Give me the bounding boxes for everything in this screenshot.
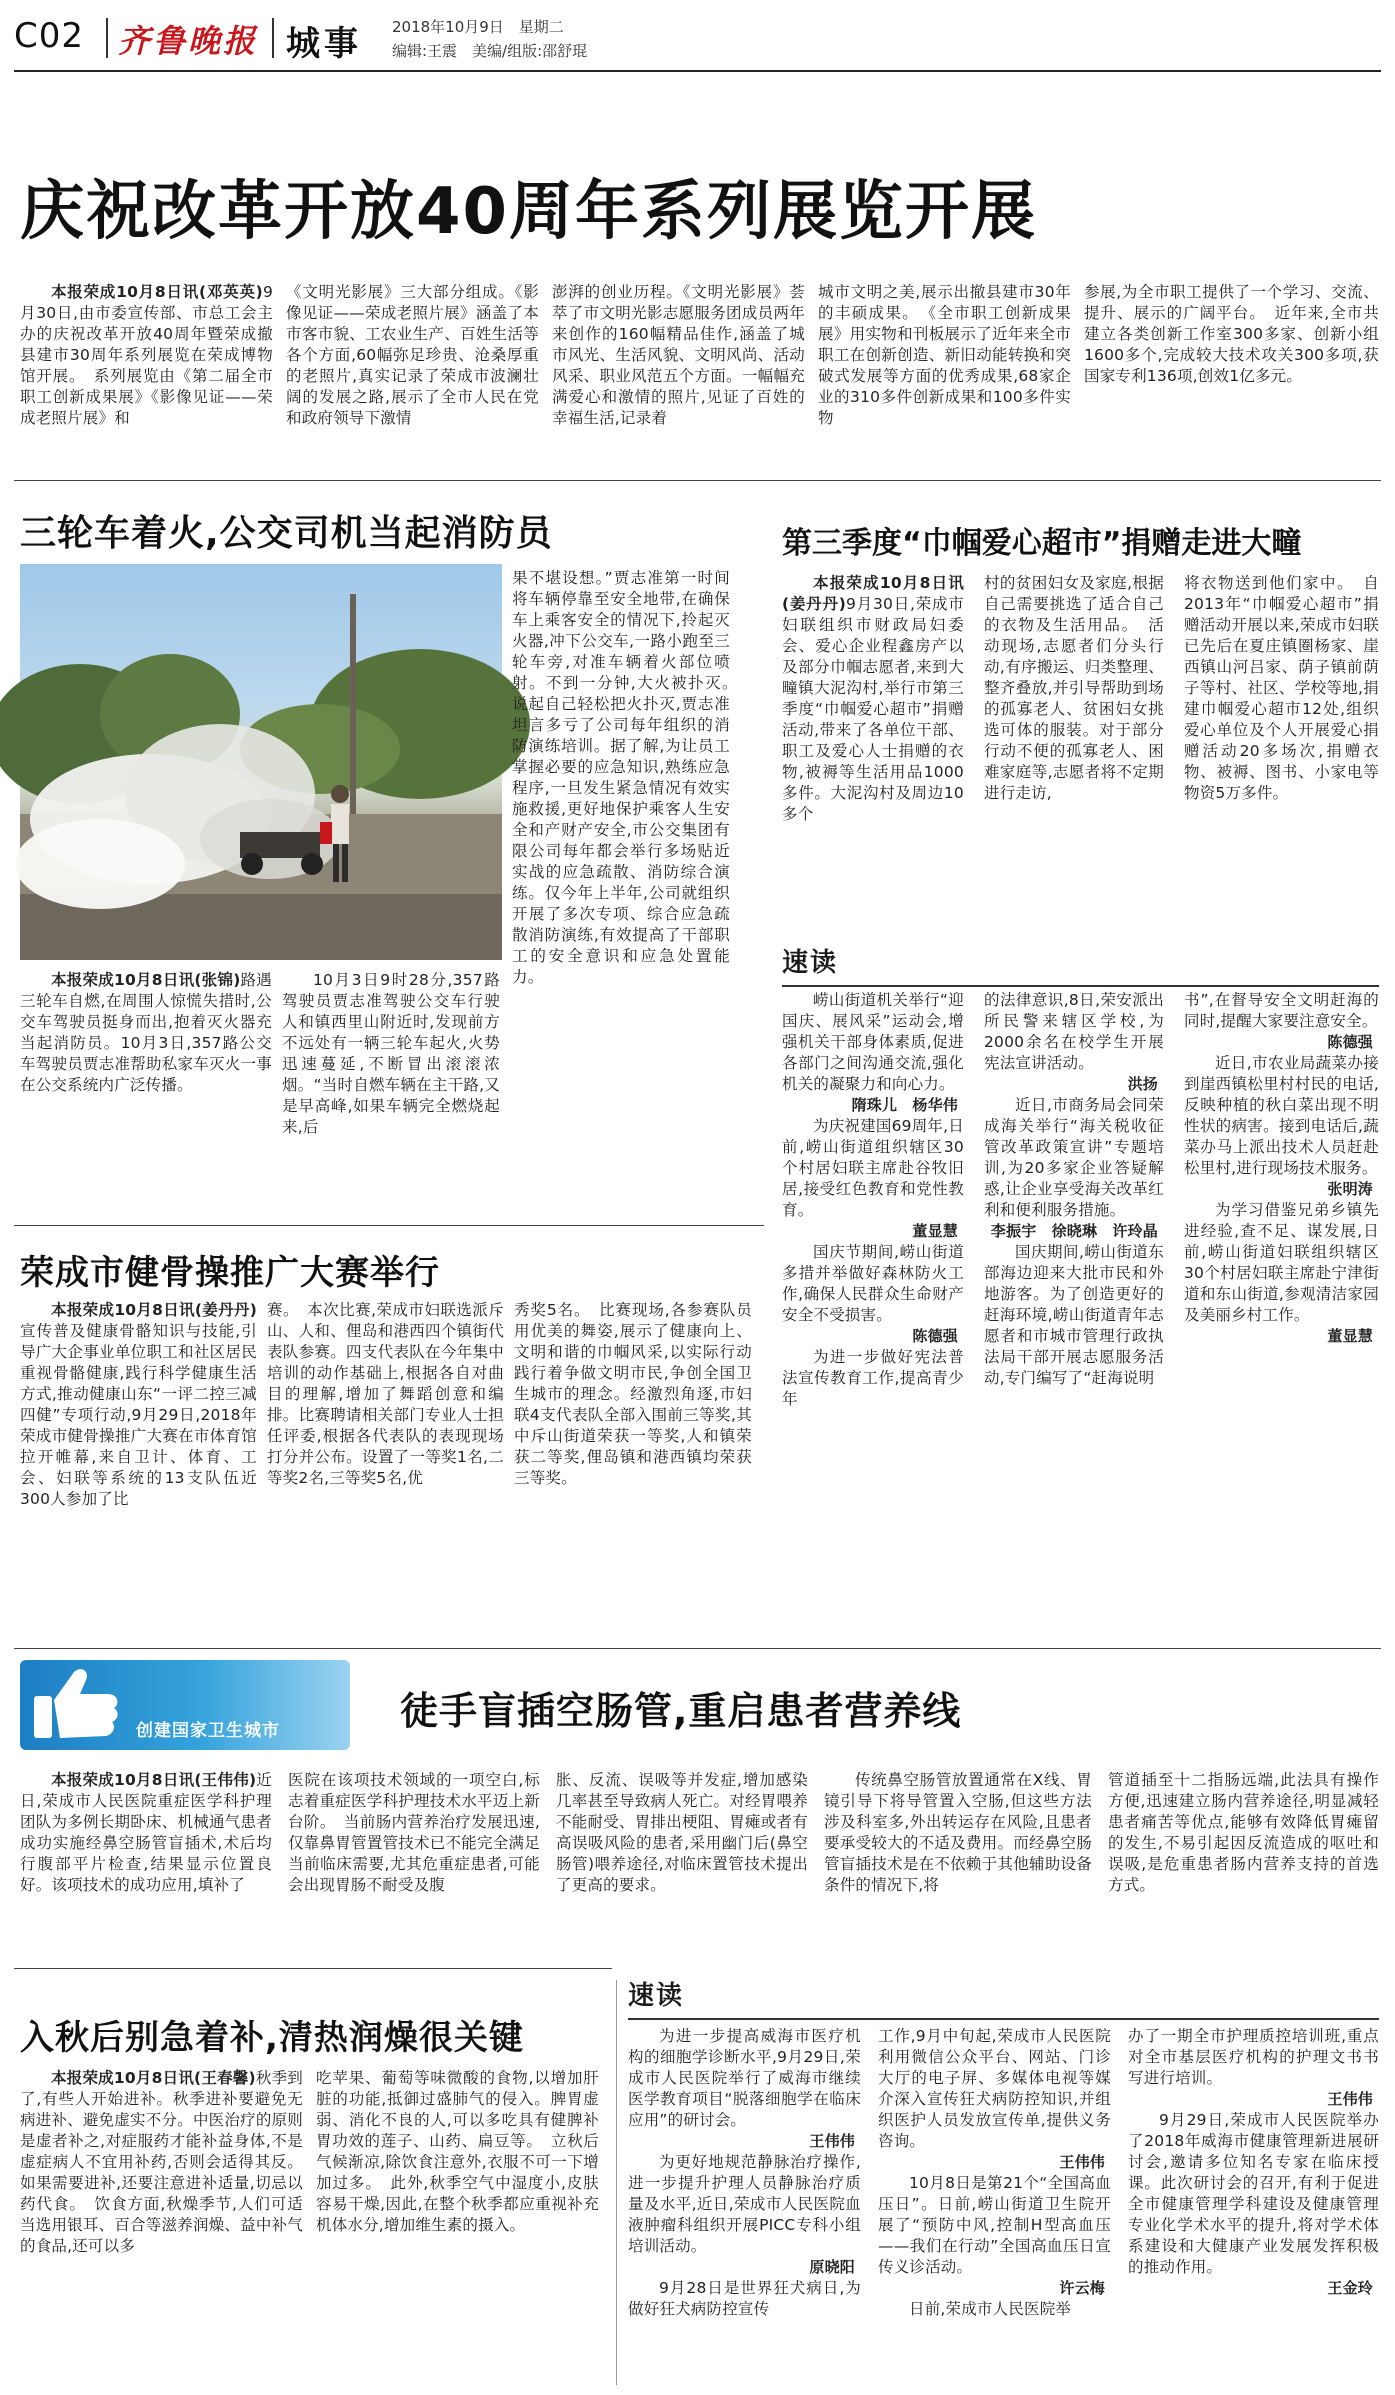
sudu1-col1-d: 为进一步做好宪法普法宣传教育工作,提高青少年 bbox=[782, 1348, 964, 1408]
article3-headline: 第三季度“巾帼爱心超市”捐赠走进大疃 bbox=[782, 526, 1302, 561]
sudu2-col2-b-by: 许云梅 bbox=[1059, 2279, 1105, 2297]
article5-headline: 徒手盲插空肠管,重启患者营养线 bbox=[400, 1689, 962, 1733]
article1-col1 bbox=[20, 282, 273, 468]
sudu1-col1-a: 崂山街道机关举行“迎国庆、展风采”运动会,增强机关干部身体素质,促进各部门之间沟通交流,强化机关的凝聚力和向心力。 bbox=[782, 991, 964, 1093]
sudu1-col3-b: 近日,市农业局蔬菜办接到崖西镇松里村村民的电话,反映种植的秋白菜出现不明性状的病害。接到电话后,蔬菜办马上派出技术人员赶赴松里村,进行现场技术服务。 bbox=[1184, 1054, 1379, 1177]
section-name: 城事 bbox=[286, 24, 362, 64]
article5-lead: 本报荣成10月8日讯(王伟伟) bbox=[51, 1771, 257, 1789]
article5-col4-text: 传统鼻空肠管放置通常在X线、胃镜引导下将导管置入空肠,但这些方法涉及科室多,外出转运存在风险,且患者要承受较大的不适及费用。而经鼻空肠管盲插技术是在不依赖于其他辅助设备条件的情况下,将 bbox=[824, 1771, 1092, 1894]
masthead-rule bbox=[14, 70, 1381, 72]
sudu2-col3-a: 办了一期全市护理质控培训班,重点对全市基层医疗机构的护理文书书写进行培训。 bbox=[1128, 2027, 1379, 2087]
article3-col2 bbox=[984, 573, 1164, 901]
article2-col2 bbox=[282, 970, 500, 1202]
sudu1-col2-a: 的法律意识,8日,荣安派出所民警来辖区学校,为2000余名在校学生开展宪法宣讲活动。 bbox=[984, 991, 1164, 1072]
banner-badge: 创建国家卫生城市 bbox=[136, 1721, 280, 1741]
sudu1-col3-b-by: 张明涛 bbox=[1327, 1180, 1373, 1198]
sudu1-col1 bbox=[782, 990, 964, 1510]
sudu1-col3-c: 为学习借鉴兄弟乡镇先进经验,查不足、谋发展,日前,崂山街道妇联组织辖区30个村居妇联主席赴宁津街道和东山街道,参观清洁家园及美丽乡村工作。 bbox=[1184, 1201, 1379, 1324]
sudu1-col1-b: 为庆祝建国69周年,日前,崂山街道组织辖区30个村居妇联主席赴谷牧旧居,接受红色教育和党性教育。 bbox=[782, 1117, 964, 1219]
editors-credit: 编辑:王震 美编/组版:邵舒琨 bbox=[392, 42, 588, 60]
fire-photo-drawing bbox=[20, 564, 502, 960]
article4-col1-text: 宣传普及健康骨骼知识与技能,引导广大企事业单位职工和社区居民重视骨骼健康,践行科学健康生活方式,推动健康山东“一评二控三减四健”专项行动,9月29日,2018年荣成市健骨操推广大赛在市体育馆拉开帷幕,来自卫计、体育、工会、妇联等系统的13支队伍近300人参加了比 bbox=[20, 1322, 257, 1508]
sudu1-rule bbox=[782, 985, 1379, 987]
page-number: C02 bbox=[14, 16, 85, 56]
article4-top-rule bbox=[14, 1225, 764, 1226]
article3-col2-text: 村的贫困妇女及家庭,根据自己需要挑选了适合自己的衣物及生活用品。 活动现场,志愿者们分头行动,有序搬运、归类整理、整齐叠放,并引导帮助到场的孤寡老人、贫困妇女挑选可体的服装。对于部分行动不便的孤寡老人、困难家庭等,志愿者将不定期进行走访, bbox=[984, 574, 1164, 802]
article5-col5 bbox=[1108, 1770, 1379, 1960]
sudu1-col3-a: 书”,在督导安全文明赶海的同时,提醒大家要注意安全。 bbox=[1184, 991, 1379, 1030]
article5-col3-text: 胀、反流、误吸等并发症,增加感染几率甚至导致病人死亡。对经胃喂养不能耐受、胃排出梗阻、胃瘫或者有高误吸风险的患者,采用幽门后(鼻空肠管)喂养途径,对临床置管技术提出了更高的要求。 bbox=[556, 1771, 808, 1894]
article6-headline: 入秋后别急着补,清热润燥很关键 bbox=[20, 2018, 524, 2058]
article5-top-rule bbox=[14, 1648, 1381, 1649]
sudu2-col3-b: 9月29日,荣成市人民医院举办了2018年威海市健康管理新进展研讨会,邀请多位知名专家在临床授课。此次研讨会的召开,有利于促进全市健康管理学科建设及健康管理专业化学术水平的提升,将对学术体系建设和大健康产业发展发挥积极的推动作用。 bbox=[1128, 2111, 1379, 2276]
article5-col4 bbox=[824, 1770, 1092, 1960]
article1-col4 bbox=[818, 282, 1071, 468]
article1-col4-text: 城市文明之美,展示出撤县建市30年的丰硕成果。 《全市职工创新成果展》用实物和刊板展示了近年来全市职工在创新创造、新旧动能转换和突破式发展等方面的优秀成果,68家企业的310多件创新成果和100多件实物 bbox=[818, 283, 1071, 427]
sudu2-col1-a: 为进一步提高威海市医疗机构的细胞学诊断水平,9月29日,荣成市人民医院举行了威海市继续医学教育项目“脱落细胞学在临床应用”的研讨会。 bbox=[628, 2027, 861, 2129]
sudu1-col2-c: 国庆期间,崂山街道东部海边迎来大批市民和外地游客。为了创造更好的赶海环境,崂山街道青年志愿者和市城市管理行政执法局干部开展志愿服务活动,专门编写了“赶海说明 bbox=[984, 1243, 1164, 1387]
article6-col1-text: 秋季到了,有些人开始进补。秋季进补要避免无病进补、避免虚实不分。中医治疗的原则是虚者补之,对症服药才能补益身体,不是虚症病人不宜用补药,否则会适得其反。如果需要进补,还要注意进补适量,切忌以药代食。 饮食方面,秋燥季节,人们可适当选用银耳、百合等滋养润燥、益中补气的食品,还可以多 bbox=[20, 2069, 303, 2255]
article2-headline: 三轮车着火,公交司机当起消防员 bbox=[20, 513, 553, 554]
sudu2-col1-b: 为更好地规范静脉治疗操作,进一步提升护理人员静脉治疗质量及水平,近日,荣成市人民医院血液肿瘤科组织开展PICC专科小组培训活动。 bbox=[628, 2153, 861, 2255]
article2-col1 bbox=[20, 970, 272, 1202]
sudu2-col2-c: 日前,荣成市人民医院举 bbox=[909, 2300, 1072, 2318]
sudu2-header bbox=[628, 1975, 1379, 2020]
article6-divider bbox=[616, 1980, 617, 2385]
article2-lead: 本报荣成10月8日讯(张锦) bbox=[51, 971, 241, 989]
article3-col3-text: 将衣物送到他们家中。 自2013年“巾帼爱心超市”捐赠活动开展以来,荣成市妇联已先后在夏庄镇圈杨家、崖西镇山河吕家、荫子镇前荫子等村、社区、学校等地,捐建巾帼爱心超市12处,组织爱心单位及个人开展爱心捐赠活动20多场次,捐赠衣物、被褥、图书、小家电等物资5万多件。 bbox=[1184, 574, 1379, 802]
article1-lead: 本报荣成10月8日讯(邓英英) bbox=[51, 283, 263, 301]
masthead-divider-2 bbox=[272, 18, 274, 58]
sudu2-col2-b: 10月8日是第21个“全国高血压日”。日前,崂山街道卫生院开展了“预防中风,控制H型高血压——我们在行动”全国高血压日宣传义诊活动。 bbox=[878, 2174, 1111, 2276]
sudu2-col3-a-by: 王伟伟 bbox=[1327, 2090, 1373, 2108]
article5-col5-text: 管道插至十二指肠远端,此法具有操作方便,迅速建立肠内营养途径,明显减轻患者痛苦等优点,能够有效降低胃瘫留的发生,不易引起因反流造成的呕吐和误吸,是危重患者肠内营养支持的首选方式。 bbox=[1108, 1771, 1379, 1894]
article4-col2-text: 赛。 本次比赛,荣成市妇联选派斥山、人和、俚岛和港西四个镇街代表队参赛。四支代表队在今年集中培训的动作基础上,根据各自对曲目的理解,增加了舞蹈创意和编排。比赛聘请相关部门专业人士担任评委,根据各代表队的表现现场打分并公布。设置了一等奖1名,二等奖2名,三等奖5名,优 bbox=[267, 1301, 504, 1487]
article4-lead: 本报荣成10月8日讯(姜丹丹) bbox=[51, 1301, 257, 1319]
article3-col1-text: 9月30日,荣成市妇联组织市财政局妇委会、爱心企业程鑫房产以及部分巾帼志愿者,来到大疃镇大泥沟村,举行市第三季度“巾帼爱心超市”捐赠活动,带来了各单位干部、职工及爱心人士捐赠的衣物,被褥等生活用品1000多件。大泥沟村及周边10多个 bbox=[782, 595, 965, 823]
article5-col1 bbox=[20, 1770, 272, 1960]
article3-lead: 本报荣成10月8日讯(姜丹丹) bbox=[782, 574, 964, 613]
article2-col2-text: 10月3日9时28分,357路驾驶员贾志准驾驶公交车行驶人和镇西里山附近时,发现前方不远处有一辆三轮车起火,火势迅速蔓延,不断冒出滚滚浓烟。“当时自燃车辆在主干路,又是早高峰,如果车辆完全燃烧起来,后 bbox=[282, 971, 500, 1136]
sudu2-col2 bbox=[878, 2026, 1111, 2388]
sudu2-col1-c: 9月28日是世界狂犬病日,为做好狂犬病防控宣传 bbox=[628, 2279, 861, 2318]
article1-col3-text: 澎湃的创业历程。《文明光影展》荟萃了市文明光影志愿服务团成员两年来创作的160幅精品佳作,涵盖了城市风光、生活风貌、文明风尚、活动风采、职业风范五个方面。一幅幅充满爱心和激情的照片,见证了百姓的幸福生活,记录着 bbox=[552, 283, 805, 427]
sudu2-rule bbox=[628, 2018, 1379, 2020]
article6-col1 bbox=[20, 2068, 303, 2388]
sudu2-col3-b-by: 王金玲 bbox=[1327, 2279, 1373, 2297]
sudu1-col3-c-by: 董显慧 bbox=[1327, 1327, 1373, 1345]
sudu2-col2-a: 工作,9月中旬起,荣成市人民医院利用微信公众平台、网站、门诊大厅的电子屏、多媒体电视等媒介深入宣传狂犬病防控知识,并组织医护人员发放宣传单,提供义务咨询。 bbox=[878, 2027, 1111, 2150]
article6-col2 bbox=[316, 2068, 599, 2388]
sudu1-title: 速读 bbox=[782, 948, 839, 978]
article1-col5-text: 参展,为全市职工提供了一个学习、交流、提升、展示的广阔平台。 近年来,全市共建立各类创新工作室300多家、创新小组1600多个,完成较大技术攻关300多项,获国家专利136项,创效1亿多元。 bbox=[1084, 283, 1379, 385]
article3-col1 bbox=[782, 573, 964, 901]
article1-col2-text: 《文明光影展》三大部分组成。《影像见证——荣成老照片展》涵盖了本市客市貌、工农业生产、百姓生活等各个方面,60幅弥足珍贵、沧桑厚重的老照片,真实记录了荣成市波澜壮阔的发展之路,展示了全市人民在党和政府领导下激情 bbox=[286, 283, 539, 427]
article1-col2 bbox=[286, 282, 539, 468]
issue-date: 2018年10月9日 星期二 bbox=[392, 18, 564, 36]
article6-top-rule bbox=[14, 1968, 612, 1969]
sudu1-col2-a-by: 洪扬 bbox=[1127, 1075, 1158, 1093]
sudu1-col2-b-by: 李振宇 徐晓琳 许玲晶 bbox=[990, 1222, 1158, 1240]
sudu1-col1-b-by: 董显慧 bbox=[912, 1222, 958, 1240]
article5-col2-text: 医院在该项技术领域的一项空白,标志着重症医学科护理技术水平迈上新台阶。 当前肠内营养治疗发展迅速,仅靠鼻胃管置管技术已不能完全满足当前临床需要,尤其危重症患者,可能会出现胃肠不耐受及腹 bbox=[288, 1771, 540, 1894]
sudu1-col2-b: 近日,市商务局会同荣成海关举行“海关税收征管改革政策宣讲”专题培训,为20多家企业答疑解惑,让企业享受海关改革红利和便利服务措施。 bbox=[984, 1096, 1164, 1219]
fire-photo bbox=[20, 564, 502, 960]
sudu1-header bbox=[782, 942, 1379, 987]
article5-col1-text: 近日,荣成市人民医院重症医学科护理团队为多例长期卧床、机械通气患者成功实施经鼻空肠管盲插术,术后均行腹部平片检查,结果显示位置良好。该项技术的成功应用,填补了 bbox=[20, 1771, 272, 1894]
article1-col5 bbox=[1084, 282, 1379, 468]
article4-col1 bbox=[20, 1300, 257, 1640]
masthead-divider bbox=[106, 18, 108, 58]
sudu1-col3 bbox=[1184, 990, 1379, 1510]
masthead bbox=[14, 6, 1381, 68]
sudu2-col2-a-by: 王伟伟 bbox=[1059, 2153, 1105, 2171]
article6-lead: 本报荣成10月8日讯(王春馨) bbox=[51, 2069, 256, 2087]
article3-col3 bbox=[1184, 573, 1379, 901]
article1-headline: 庆祝改革开放40周年系列展览开展 bbox=[20, 175, 1038, 249]
sudu2-col1-b-by: 原晓阳 bbox=[809, 2258, 855, 2276]
article2-col3 bbox=[512, 568, 746, 1202]
sudu2-col1-a-by: 王伟伟 bbox=[809, 2132, 855, 2150]
sudu2-col3 bbox=[1128, 2026, 1379, 2388]
sudu1-col3-a-by: 陈德强 bbox=[1327, 1033, 1373, 1051]
article1-bottom-rule bbox=[14, 480, 1381, 481]
article5-col2 bbox=[288, 1770, 540, 1960]
sudu2-title: 速读 bbox=[628, 1981, 685, 2011]
article4-col2 bbox=[267, 1300, 504, 1640]
sudu1-col1-a-by: 隋珠儿 杨华伟 bbox=[851, 1096, 958, 1114]
article1-col1-text: 9月30日,由市委宣传部、市总工会主办的庆祝改革开放40周年暨荣成撤县建市30周年系列展览在荣成博物馆开展。 系列展览由《第二届全市职工创新成果展》《影像见证——荣成老照片展》和 bbox=[20, 283, 273, 427]
article2-col3-text: 果不堪设想。”贾志准第一时间将车辆停靠至安全地带,在确保车上乘客安全的情况下,拎起灭火器,冲下公交车,一路小跑至三轮车旁,对准车辆着火部位喷射。不到一分钟,大火被扑灭。 说起自己轻松把火扑灭,贾志准坦言多亏了公司每年组织的消防演练培训。据了解,为让员工掌握必要的应急知识,熟练应急程序,一旦发生紧急情况有效实施救援,更好地保护乘客人生安全和产财产安全,市公交集团有限公司每年都会举行多场贴近实战的应急疏散、消防综合演练。仅今年上半年,公司就组织开展了多次专项、综合应急疏散消防演练,有效提高了干部职工的安全意识和应急处置能力。 bbox=[512, 569, 746, 986]
paper-logo: 齐鲁晚报 bbox=[118, 22, 259, 60]
article6-col2-text: 吃苹果、葡萄等味微酸的食物,以增加肝脏的功能,抵御过盛肺气的侵入。脾胃虚弱、消化不良的人,可以多吃具有健脾补胃功效的莲子、山药、扁豆等。 立秋后气候渐凉,除饮食注意外,衣服不可一下增加过多。 此外,秋季空气中湿度小,皮肤容易干燥,因此,在整个秋季都应重视补充机体水分,增加维生素的摄入。 bbox=[316, 2069, 599, 2234]
sudu1-col2 bbox=[984, 990, 1164, 1510]
sudu1-col1-c-by: 陈德强 bbox=[912, 1327, 958, 1345]
sudu2-col1 bbox=[628, 2026, 861, 2388]
health-city-banner bbox=[20, 1660, 350, 1750]
sudu1-col1-c: 国庆节期间,崂山街道多措并举做好森林防火工作,确保人民群众生命财产安全不受损害。 bbox=[782, 1243, 964, 1324]
article1-col3 bbox=[552, 282, 805, 468]
article2-col1-text: 路遇三轮车自燃,在周围人惊慌失措时,公交车驾驶员挺身而出,抱着灭火器充当起消防员。10月3日,357路公交车驾驶员贾志准帮助私家车灭火一事在公交系统内广泛传播。 bbox=[20, 971, 272, 1094]
article5-col3 bbox=[556, 1770, 808, 1960]
article4-col3 bbox=[514, 1300, 752, 1640]
article4-col3-text: 秀奖5名。 比赛现场,各参赛队员用优美的舞姿,展示了健康向上、文明和谐的巾帼风采,以实际行动践行着争做文明市民,争创全国卫生城市的理念。经激烈角逐,市妇联4支代表队全部入围前三等奖,其中斥山街道荣获一等奖,人和镇荣获二等奖,俚岛镇和港西镇均荣获三等奖。 bbox=[514, 1301, 752, 1487]
article4-headline: 荣成市健骨操推广大赛举行 bbox=[20, 1253, 440, 1293]
